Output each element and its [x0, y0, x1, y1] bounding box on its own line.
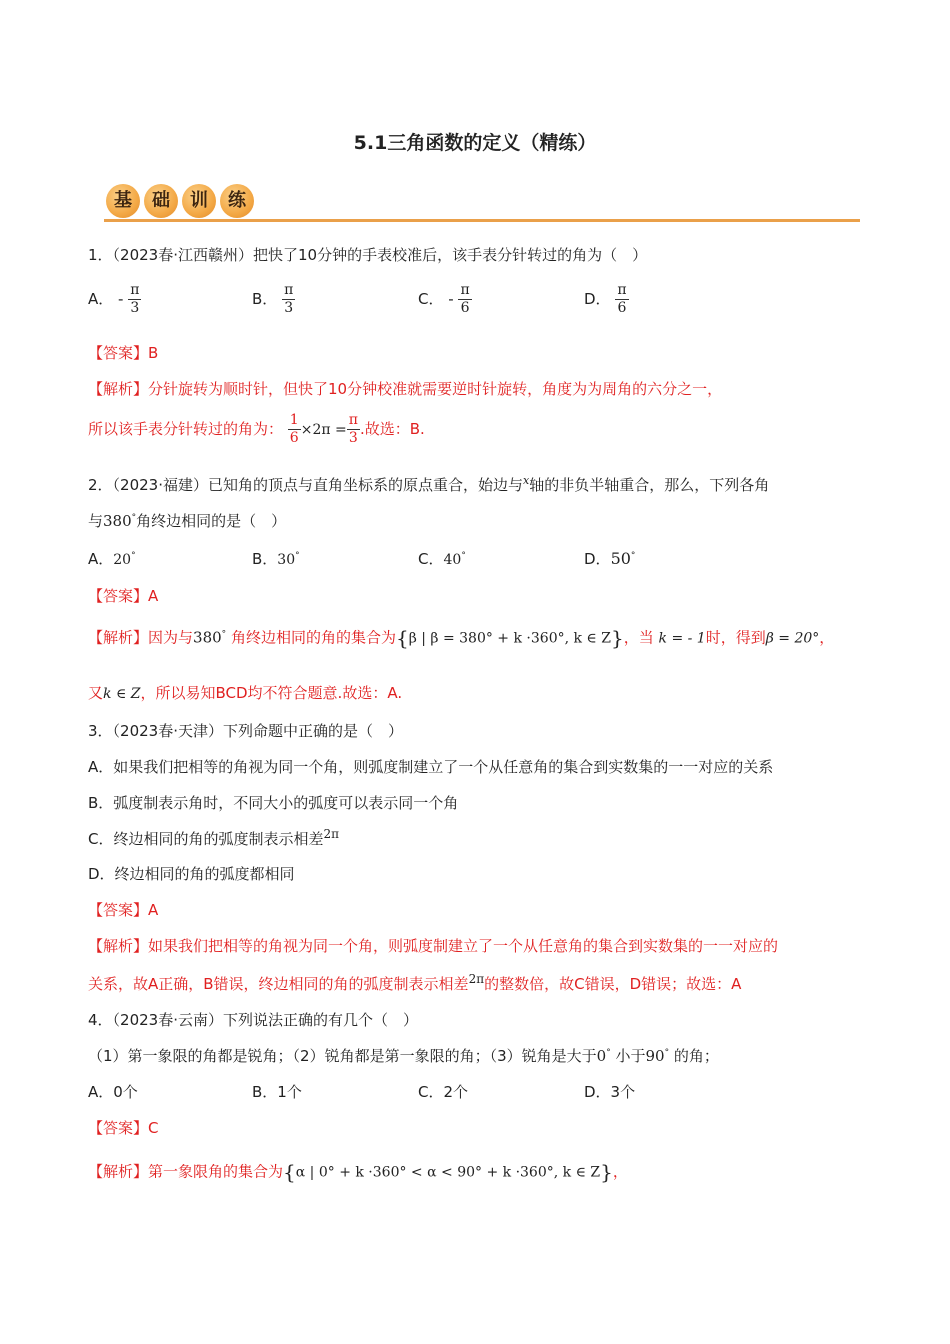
- banner-char: 基: [106, 184, 140, 218]
- banner-char: 训: [182, 184, 216, 218]
- fraction: $\frac{\pi}{3}$: [130, 282, 140, 316]
- q4-option-a: A．0个: [88, 1083, 138, 1101]
- q2-answer: 【答案】A: [88, 587, 159, 605]
- q2-option-c: C．40°: [418, 550, 466, 568]
- q3-explanation-line2: 关系，故A正确，B错误，终边相同的角的弧度制表示相差$^{2\pi}$的整数倍，故C错误，D错误；故选：A: [88, 972, 742, 993]
- q4-answer: 【答案】C: [88, 1119, 159, 1137]
- fraction: $\frac{1}{6}$: [289, 412, 299, 446]
- q1-option-d: D． $\frac{\pi}{6}$: [584, 282, 627, 316]
- q4-option-b: B．1个: [252, 1083, 302, 1101]
- q1-answer: 【答案】B: [88, 344, 159, 362]
- q2-explanation-line1: 【解析】因为与380° 角终边相同的角的集合为{β | β = 380° + k ·360°, k ∈ Z}，当 k = - 1时，得到β = 20°，: [88, 626, 835, 650]
- page-title: 5.1三角函数的定义（精练）: [353, 132, 597, 154]
- q3-stem: 3．（2023春·天津）下列命题中正确的是（ ）: [88, 722, 403, 740]
- q2-option-b: B．30°: [252, 550, 300, 568]
- q4-option-d: D．3个: [584, 1083, 636, 1101]
- banner-char: 练: [220, 184, 254, 218]
- q1-explanation-line1: 【解析】分针旋转为顺时针，但快了10分钟校准就需要逆时针旋转，角度为为周角的六分之一，: [88, 380, 723, 398]
- q1-option-c: C． - $\frac{\pi}{6}$: [418, 282, 470, 316]
- q2-option-a: A．20°: [88, 550, 136, 568]
- fraction: $\frac{\pi}{6}$: [617, 282, 627, 316]
- q2-stem-line1: 2．（2023·福建）已知角的顶点与直角坐标系的原点重合，始边与$^x$轴的非负半轴重合，那么，下列各角: [88, 474, 770, 494]
- q4-explanation: 【解析】第一象限角的集合为{α | 0° + k ·360° < α < 90° + k ·360°, k ∈ Z}，: [88, 1160, 628, 1184]
- math-set: α | 0° + k ·360° < α < 90° + k ·360°, k ∈ Z: [295, 1164, 601, 1181]
- q3-option-d: D．终边相同的角的弧度都相同: [88, 865, 295, 883]
- q3-answer: 【答案】A: [88, 901, 159, 919]
- section-divider: [104, 219, 860, 222]
- math-set: β | β = 380° + k ·360°, k ∈ Z: [408, 630, 611, 647]
- fraction: $\frac{\pi}{3}$: [348, 412, 358, 446]
- q1-option-a: A． - $\frac{\pi}{3}$: [88, 282, 140, 316]
- q1-option-b: B． $\frac{\pi}{3}$: [252, 282, 294, 316]
- q4-statements: （1）第一象限的角都是锐角；（2）锐角都是第一象限的角；（3）锐角是大于0° 小于90° 的角；: [88, 1047, 719, 1065]
- q2-explanation-line2: 又k ∈ Z，所以易知BCD均不符合题意.故选：A.: [88, 684, 403, 702]
- q3-option-b: B．弧度制表示角时，不同大小的弧度可以表示同一个角: [88, 794, 459, 812]
- q1-stem: 1．（2023春·江西赣州）把快了10分钟的手表校准后，该手表分针转过的角为（ ）: [88, 246, 648, 264]
- q2-option-d: D．50°: [584, 549, 636, 568]
- fraction: $\frac{\pi}{6}$: [460, 282, 470, 316]
- q3-option-c: C．终边相同的角的弧度制表示相差$^{2\pi}$: [88, 827, 340, 848]
- q2-stem-line2: 与380°角终边相同的是（ ）: [88, 512, 287, 530]
- q4-stem: 4．（2023春·云南）下列说法正确的有几个（ ）: [88, 1011, 418, 1029]
- q3-explanation-line1: 【解析】如果我们把相等的角视为同一个角，则弧度制建立了一个从任意角的集合到实数集的一一对应的: [88, 937, 779, 955]
- q3-option-a: A．如果我们把相等的角视为同一个角，则弧度制建立了一个从任意角的集合到实数集的一一对应的关系: [88, 758, 774, 776]
- fraction: $\frac{\pi}{3}$: [284, 282, 294, 316]
- banner-char: 础: [144, 184, 178, 218]
- q1-explanation-line2: 所以该手表分针转过的角为： $\frac{1}{6}$ ×2π = $\frac{\pi}{3}$ .故选：B.: [88, 412, 425, 446]
- q4-option-c: C．2个: [418, 1083, 469, 1101]
